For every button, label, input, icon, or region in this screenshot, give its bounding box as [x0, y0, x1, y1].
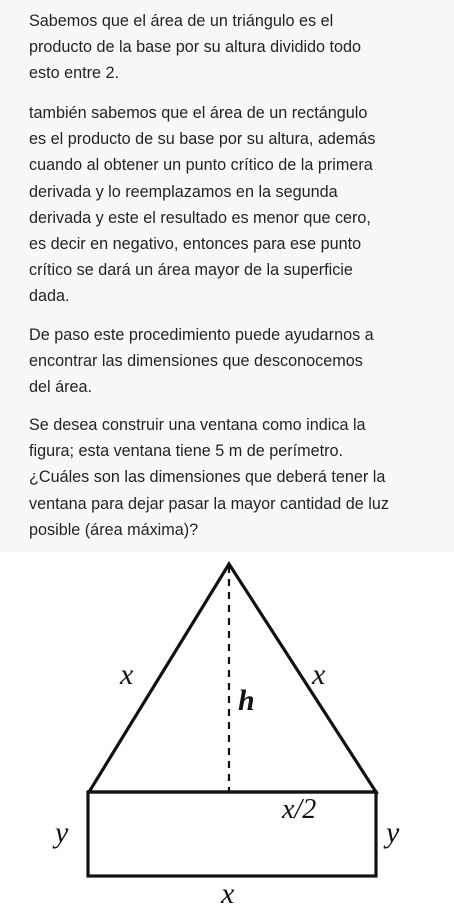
text-line: es el producto de su base por su altura, además [29, 130, 376, 149]
text-line: derivada y lo reemplazamos en la segunda [29, 182, 338, 201]
text-line: dada. [29, 287, 70, 306]
text-line: ventana para dejar pasar la mayor cantidad de luz [29, 494, 389, 513]
text-line: Se desea construir una ventana como indica la [29, 416, 366, 434]
text-line: encontrar las dimensiones que desconocemos [29, 352, 363, 371]
text-line: esto entre 2. [29, 64, 119, 83]
paragraph-3 [29, 322, 441, 401]
label-left-height: y [55, 816, 69, 849]
text-line: del área. [29, 378, 92, 397]
text-line: figura; esta ventana tiene 5 m de perímetro. [29, 442, 344, 461]
label-half-base: x/2 [282, 794, 317, 825]
paragraph-2 [29, 100, 441, 310]
text-line: crítico se dará un área mayor de la superficie [29, 261, 353, 280]
figure-background [0, 552, 454, 912]
label-left-side: x [120, 658, 134, 691]
window-figure [0, 552, 454, 912]
label-height: h [238, 684, 255, 717]
text-line: De paso este procedimiento puede ayudarnos a [29, 326, 374, 344]
text-line: Sabemos que el área de un triángulo es el [29, 12, 334, 30]
label-right-side: x [312, 658, 326, 691]
text-line: cuando al obtener un punto crítico de la primera [29, 156, 373, 175]
text-line: también sabemos que el área de un rectángulo [29, 104, 368, 122]
text-line: ¿Cuáles son las dimensiones que deberá tener la [29, 468, 386, 487]
label-bottom: x [221, 877, 235, 910]
label-right-height: y [386, 816, 400, 849]
text-line: posible (área máxima)? [29, 520, 199, 539]
text-line: producto de la base por su altura dividido todo [29, 38, 362, 57]
paragraph-1 [29, 8, 441, 87]
paragraph-4 [29, 412, 441, 543]
text-line: es decir en negativo, entonces para ese punto [29, 235, 362, 254]
text-line: derivada y este el resultado es menor que cero, [29, 208, 371, 227]
